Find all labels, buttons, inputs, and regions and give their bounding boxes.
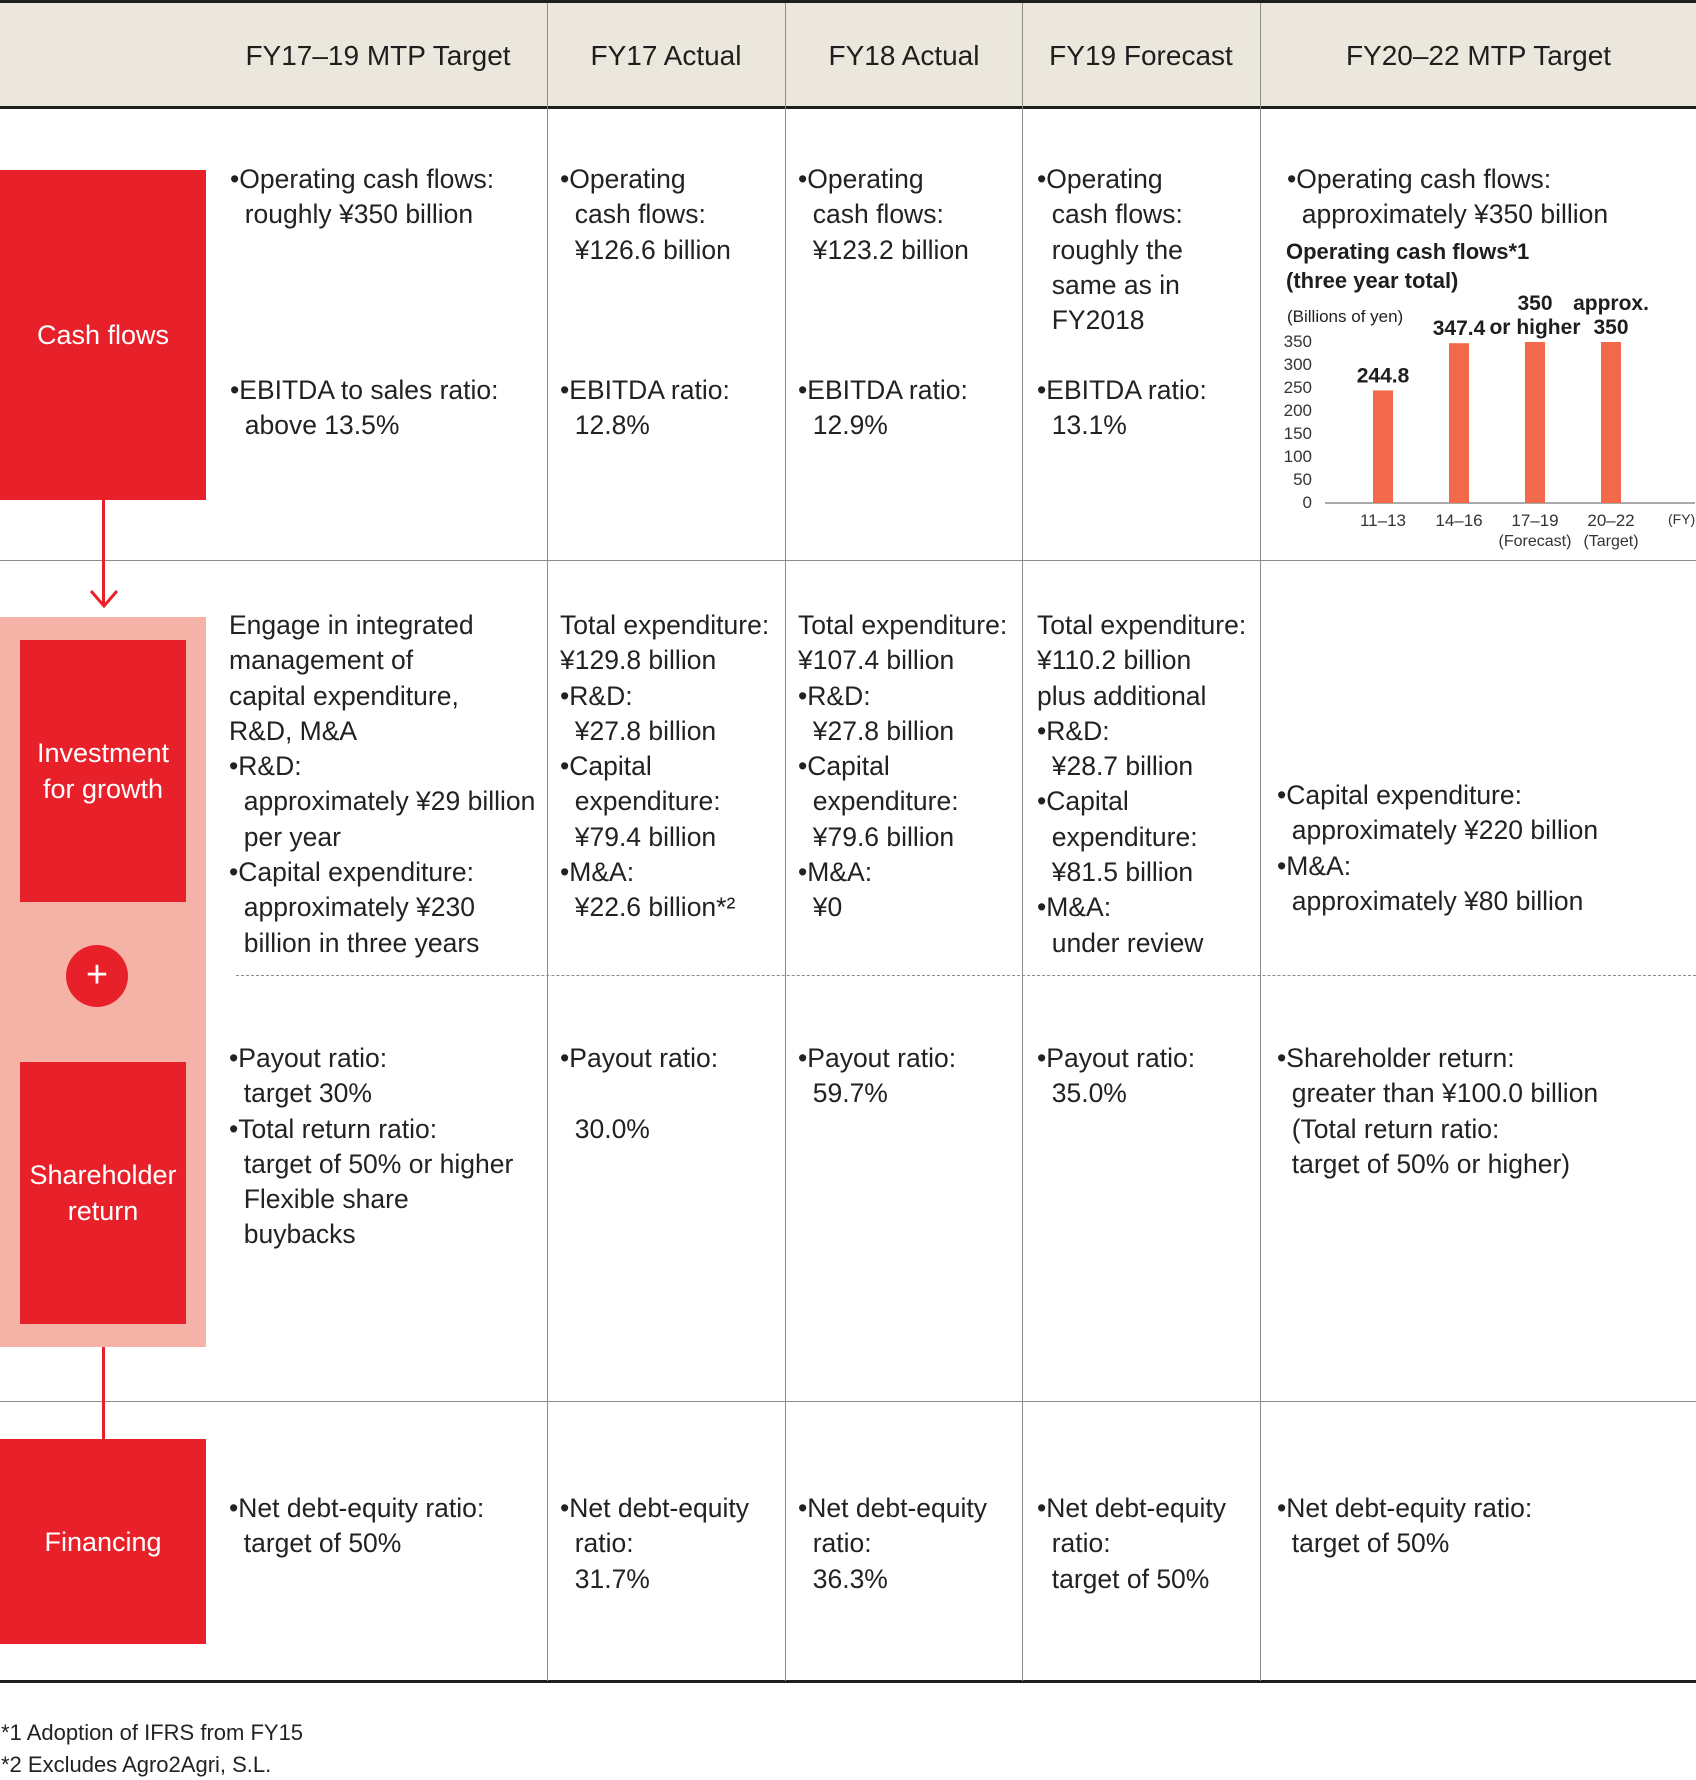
column-header-fy17-19-target: FY17–19 MTP Target	[245, 40, 511, 71]
x-tick-label: 11–13	[1359, 511, 1407, 530]
column-header-fy19-forecast: FY19 Forecast	[1049, 40, 1233, 71]
footnote-1: *1 Adoption of IFRS from FY15	[1, 1720, 304, 1745]
cell-investment-fy17-actual: Total expenditure: ¥129.8 billion •R&D: ¥27.8 billion •Capital expenditure: ¥79.4 billion •M&A: ¥22.6 billion*²	[560, 610, 770, 923]
column-divider	[1022, 3, 1023, 1681]
plus-icon: +	[66, 945, 128, 1007]
cell-ebitda-fy18-actual: •EBITDA ratio: 12.9%	[798, 375, 968, 441]
bar-value-label: 350	[1517, 292, 1553, 315]
cell-financing-fy17-actual: •Net debt-equity ratio: 31.7%	[560, 1493, 749, 1594]
bar-value-label: 350	[1593, 316, 1629, 339]
x-tick-sublabel: (Target)	[1583, 533, 1639, 550]
cell-ocf-fy20-22-target: •Operating cash flows: approximately ¥350 billion	[1287, 164, 1609, 230]
y-tick-label: 200	[1283, 401, 1312, 420]
cell-shareholder-fy17-19-target: •Payout ratio: target 30% •Total return ratio: target of 50% or higher Flexible share buybacks	[229, 1043, 514, 1250]
header-bottom-rule	[0, 106, 1696, 109]
row-label-investment-for-growth: Investment for growth	[20, 640, 186, 902]
column-header-fy17-actual: FY17 Actual	[590, 40, 742, 71]
row-label-cash-flows: Cash flows	[0, 170, 206, 500]
cell-financing-fy19-forecast: •Net debt-equity ratio: target of 50%	[1037, 1493, 1226, 1594]
cell-ebitda-fy17-actual: •EBITDA ratio: 12.8%	[560, 375, 730, 441]
y-tick-label: 0	[1302, 493, 1312, 512]
x-tick-label: 17–19	[1511, 511, 1559, 530]
cell-financing-fy18-actual: •Net debt-equity ratio: 36.3%	[798, 1493, 987, 1594]
chart-unit-label: (Billions of yen)	[1287, 307, 1404, 326]
bar	[1601, 342, 1621, 503]
row-divider-cash-flows	[0, 560, 1696, 561]
column-divider	[547, 3, 548, 1681]
cell-investment-fy20-22-target: •Capital expenditure: approximately ¥220 billion •M&A: approximately ¥80 billion	[1277, 780, 1599, 916]
column-header-fy18-actual: FY18 Actual	[828, 40, 980, 71]
chart-title: Operating cash flows*1 (three year total)	[1286, 239, 1530, 293]
y-tick-label: 150	[1283, 424, 1312, 443]
bar-value-label: 347.4	[1432, 317, 1486, 341]
cell-financing-fy17-19-target: •Net debt-equity ratio: target of 50%	[229, 1493, 485, 1559]
bar	[1525, 342, 1545, 503]
cell-financing-fy20-22-target: •Net debt-equity ratio: target of 50%	[1277, 1493, 1533, 1559]
column-divider	[1260, 3, 1261, 1681]
y-tick-label: 100	[1283, 447, 1312, 466]
x-tick-label: 14–16	[1435, 511, 1483, 530]
table-top-rule	[0, 0, 1696, 3]
operating-cash-flows-chart	[1280, 280, 1696, 556]
y-tick-label: 350	[1283, 332, 1312, 351]
connector-line	[102, 1347, 105, 1439]
bar	[1449, 343, 1469, 503]
bar	[1373, 390, 1393, 503]
cell-ocf-fy17-19-target: •Operating cash flows: roughly ¥350 billion	[230, 164, 495, 230]
cell-investment-fy18-actual: Total expenditure: ¥107.4 billion •R&D: ¥27.8 billion •Capital expenditure: ¥79.6 billion •M&A: ¥0	[798, 610, 1008, 923]
table-bottom-rule	[0, 1680, 1696, 1683]
x-tick-sublabel: (Forecast)	[1498, 533, 1572, 550]
bar-value-label: 244.8	[1356, 364, 1410, 388]
cell-ebitda-fy17-19-target: •EBITDA to sales ratio: above 13.5%	[230, 375, 499, 441]
arrow-down-icon	[88, 586, 120, 612]
cell-investment-fy17-19-target: Engage in integrated management of capital expenditure, R&D, M&A •R&D: approximately ¥29 billion per year •Capital expenditure: approximately ¥230 billion in three years	[229, 610, 536, 958]
footnote-2: *2 Excludes Agro2Agri, S.L.	[1, 1752, 272, 1777]
column-divider	[785, 3, 786, 1681]
cell-ocf-fy18-actual: •Operating cash flows: ¥123.2 billion	[798, 164, 969, 265]
column-header-fy20-22-target: FY20–22 MTP Target	[1345, 40, 1612, 71]
cell-shareholder-fy20-22-target: •Shareholder return: greater than ¥100.0 billion (Total return ratio: target of 50% or higher)	[1277, 1043, 1599, 1179]
cell-ocf-fy17-actual: •Operating cash flows: ¥126.6 billion	[560, 164, 731, 265]
x-tick-label: 20–22	[1587, 511, 1635, 530]
cell-shareholder-fy19-forecast: •Payout ratio: 35.0%	[1037, 1043, 1196, 1109]
cell-investment-fy19-forecast: Total expenditure: ¥110.2 billion plus additional •R&D: ¥28.7 billion •Capital expenditure: ¥81.5 billion •M&A: under review	[1037, 610, 1247, 958]
y-tick-label: 50	[1293, 470, 1312, 489]
cell-shareholder-fy17-actual: •Payout ratio: 30.0%	[560, 1043, 719, 1144]
row-label-financing: Financing	[0, 1439, 206, 1644]
x-axis-unit: (FY)	[1668, 511, 1696, 527]
dashed-divider	[236, 975, 1696, 976]
bar-value-label: or higher	[1489, 316, 1581, 339]
cell-ocf-fy19-forecast: •Operating cash flows: roughly the same as in FY2018	[1037, 164, 1183, 336]
row-divider-shareholder	[0, 1401, 1696, 1402]
cell-ebitda-fy19-forecast: •EBITDA ratio: 13.1%	[1037, 375, 1207, 441]
row-label-shareholder-return: Shareholder return	[20, 1062, 186, 1324]
y-tick-label: 300	[1283, 355, 1312, 374]
cell-shareholder-fy18-actual: •Payout ratio: 59.7%	[798, 1043, 957, 1109]
y-tick-label: 250	[1283, 378, 1312, 397]
bar-value-label: approx.	[1573, 292, 1649, 315]
